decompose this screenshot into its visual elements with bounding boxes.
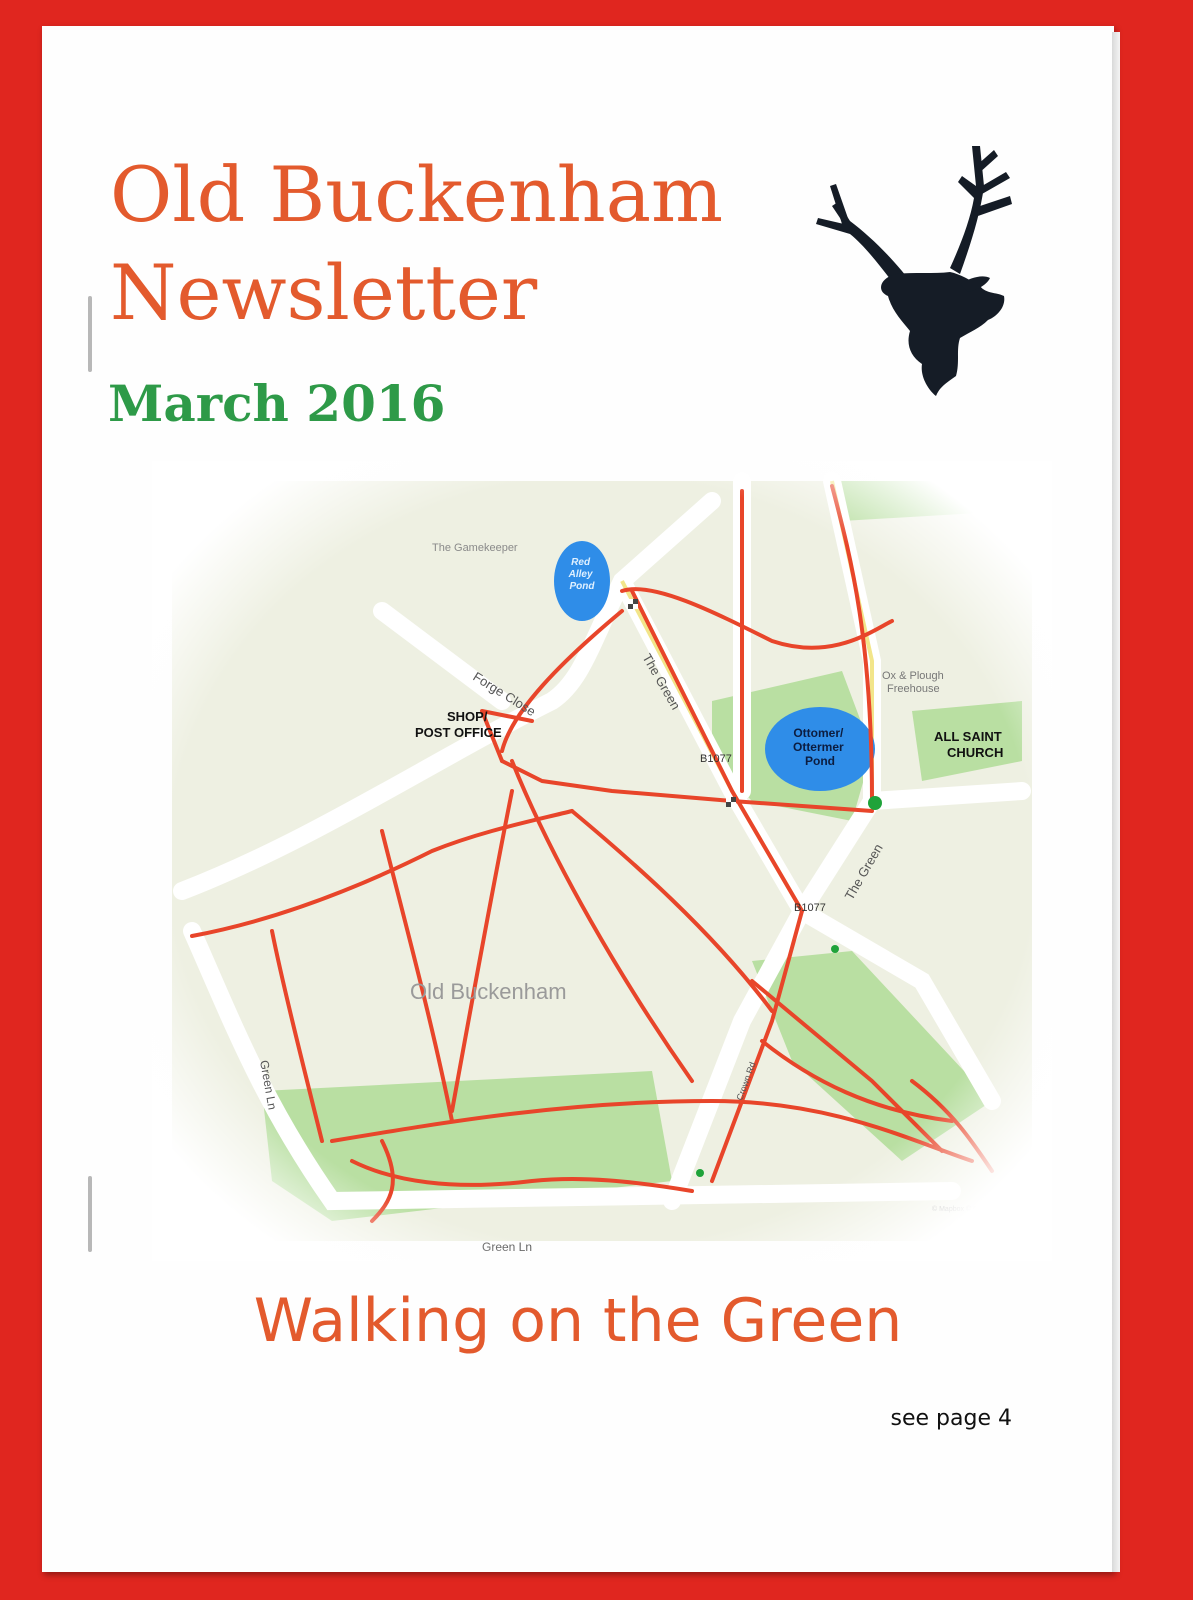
staple [88, 1176, 92, 1252]
issue-date: March 2016 [108, 374, 446, 433]
walking-routes-map [152, 461, 1052, 1261]
stag-head-icon [810, 106, 1050, 406]
title-line-2: Newsletter [110, 248, 538, 337]
cover-edge [1112, 32, 1120, 1572]
newsletter-title [110, 146, 723, 342]
staple [88, 296, 92, 372]
headline: Walking on the Green [253, 1286, 903, 1356]
title-line-1: Old Buckenham [110, 150, 724, 239]
see-page-note: see page 4 [890, 1406, 1012, 1431]
newsletter-cover [42, 26, 1114, 1572]
